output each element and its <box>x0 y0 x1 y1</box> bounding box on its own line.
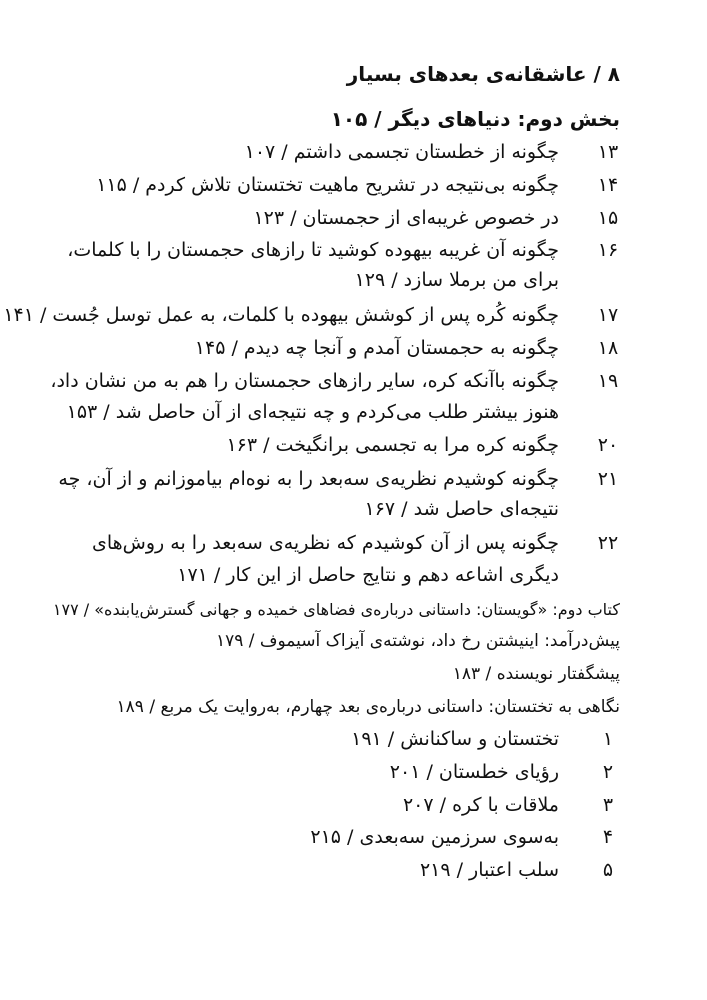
chapter-title: ملاقات با کره / ۲۰۷ <box>402 794 559 816</box>
chapter-number: ۱۴ <box>597 174 619 196</box>
chapter-number: ۱۳ <box>597 141 619 163</box>
chapter-number: ۱۸ <box>597 337 619 359</box>
chapter-title-line: هنوز بیشتر طلب می‌کردم و چه نتیجه‌ای از آن حاصل شد / ۱۵۳ <box>66 401 559 423</box>
chapter-title-line: نتیجه‌ای حاصل شد / ۱۶۷ <box>364 498 559 520</box>
book-two-title: کتاب دوم: «گویستان: داستانی درباره‌ی فضاهای خمیده و جهانی گسترش‌یابنده» / ۱۷۷ <box>52 600 620 619</box>
chapter-title-line: چگونه کوشیدم نظریه‌ی سه‌بعد را به نوه‌ام بیاموزانم و از آن، چه <box>58 468 559 490</box>
chapter-title: چگونه بی‌نتیجه در تشریح ماهیت تختستان تلاش کردم / ۱۱۵ <box>96 174 559 196</box>
glance-entry: نگاهی به تختستان: داستانی درباره‌ی بعد چهارم، به‌روایت یک مربع / ۱۸۹ <box>116 697 620 717</box>
chapter-title: چگونه به حجمستان آمدم و آنجا چه دیدم / ۱۴۵ <box>194 337 559 359</box>
chapter-number: ۴ <box>602 826 614 848</box>
chapter-title: تختستان و ساکنانش / ۱۹۱ <box>351 728 559 750</box>
chapter-title: چگونه کُره پس از کوشش بیهوده با کلمات، به عمل توسل جُست / ۱۴۱ <box>3 304 559 326</box>
chapter-title: رؤیای خطستان / ۲۰۱ <box>389 761 559 783</box>
chapter-title-line: چگونه پس از آن کوشیدم که نظریه‌ی سه‌بعد را به روش‌های <box>92 532 559 554</box>
chapter-title-line: دیگری اشاعه دهم و نتایج حاصل از این کار / ۱۷۱ <box>177 564 559 586</box>
foreword-entry: پیش‌درآمد: اینیشتن رخ داد، نوشته‌ی آیزاک آسیموف / ۱۷۹ <box>215 631 620 651</box>
chapter-number: ۲۱ <box>597 468 619 490</box>
chapter-number: ۱۹ <box>597 370 619 392</box>
chapter-number: ۳ <box>602 794 614 816</box>
chapter-title: چگونه از خطستان تجسمی داشتم / ۱۰۷ <box>244 141 559 163</box>
chapter-number: ۵ <box>602 859 614 881</box>
chapter-number: ۲۰ <box>597 434 619 456</box>
chapter-number: ۱ <box>602 728 614 750</box>
chapter-title: چگونه کره مرا به تجسمی برانگیخت / ۱۶۳ <box>226 434 559 456</box>
chapter-title-line: چگونه آن غریبه بیهوده کوشید تا رازهای حجمستان را با کلمات، <box>67 239 559 261</box>
chapter-title: در خصوص غریبه‌ای از حجمستان / ۱۲۳ <box>253 207 559 229</box>
chapter-number: ۲ <box>602 761 614 783</box>
chapter-title-line: چگونه باآنکه کره، سایر رازهای حجمستان را هم به من نشان داد، <box>50 370 559 392</box>
chapter-number: ۱۶ <box>597 239 619 261</box>
section-title: بخش دوم: دنیاهای دیگر / ۱۰۵ <box>330 107 620 131</box>
chapter-number: ۱۷ <box>597 304 619 326</box>
running-header: ۸ / عاشقانه‌ی بعدهای بسیار <box>346 62 620 86</box>
preface-entry: پیشگفتار نویسنده / ۱۸۳ <box>452 664 620 684</box>
chapter-title-line: برای من برملا سازد / ۱۲۹ <box>354 269 559 291</box>
chapter-title: به‌سوی سرزمین سه‌بعدی / ۲۱۵ <box>310 826 559 848</box>
chapter-title: سلب اعتبار / ۲۱۹ <box>419 859 559 881</box>
chapter-number: ۱۵ <box>597 207 619 229</box>
chapter-number: ۲۲ <box>597 532 619 554</box>
